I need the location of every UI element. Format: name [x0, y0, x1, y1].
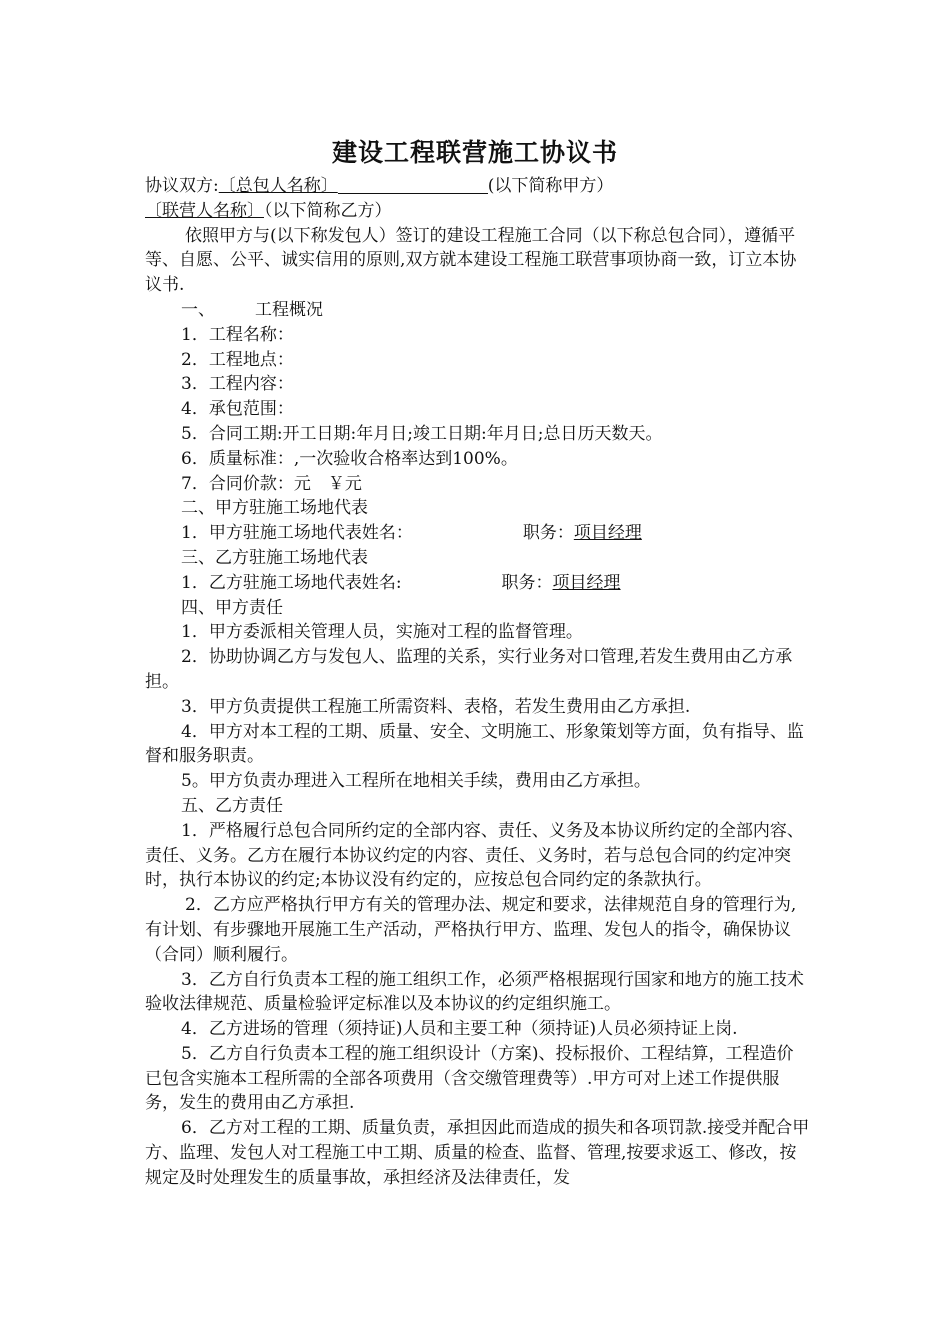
- section-heading-2: 二、甲方驻施工场地代表: [181, 498, 368, 519]
- list-item: 5．乙方自行负责本工程的施工组织设计（方案)、投标报价、工程结算，工程造价已包含实施本工程所需的全部各项费用（含交缴管理费等）.甲方可对上述工作提供服务，发生的费用由乙方承担.: [145, 1043, 794, 1114]
- list-item: 1．严格履行总包合同所约定的全部内容、责任、义务及本协议所约定的全部内容、责任、义务。乙方在履行本协议约定的内容、责任、义务时，若与总包合同的约定冲突时，执行本协议的约定;本协议没有约定的，应按总包合同约定的条款执行。: [145, 820, 804, 891]
- section-heading-5: 五、乙方责任: [181, 795, 283, 816]
- list-item: 6．乙方对工程的工期、质量负责，承担因此而造成的损失和各项罚款.接受并配合甲方、监理、发包人对工程施工中工期、质量的检查、监督、管理,按要求返工、修改，按规定及时处理发生的质量事故，承担经济及法律责任，发: [145, 1118, 810, 1188]
- list-item: 4．甲方对本工程的工期、质量、安全、文明施工、形象策划等方面，负有指导、监督和服务职责。: [145, 721, 804, 767]
- rep-position-label: 职务：: [501, 572, 553, 593]
- rep-position-label: 职务：: [522, 523, 574, 544]
- section-heading-1: [145, 298, 810, 323]
- party-b-suffix: （以下简称乙方）: [264, 200, 392, 221]
- list-item: 4．承包范围：: [181, 399, 294, 420]
- list-item: 3．乙方自行负责本工程的施工组织工作，必须严格根据现行国家和地方的施工技术验收法律规范、质量检验评定标准以及本协议的约定组织施工。: [145, 969, 804, 1015]
- section-heading-3: 三、乙方驻施工场地代表: [181, 547, 368, 568]
- rep-position-value: 项目经理: [573, 523, 642, 544]
- rep-name-label: 1．甲方驻施工场地代表姓名：: [181, 523, 413, 544]
- parties-line-a: [145, 174, 810, 199]
- list-item: 4．乙方进场的管理（须持证)人员和主要工种（须持证)人员必须持证上岗.: [181, 1019, 738, 1040]
- list-item: 2．乙方应严格执行甲方有关的管理办法、规定和要求，法律规范自身的管理行为,有计划、有步骤地开展施工生产活动，严格执行甲方、监理、发包人的指令，确保协议（合同）顺利履行。: [145, 895, 797, 965]
- list-item: 1．甲方委派相关管理人员，实施对工程的监督管理。: [181, 622, 583, 643]
- list-item: 5。甲方负责办理进入工程所在地相关手续，费用由乙方承担。: [181, 771, 651, 792]
- party-a-blank: [338, 176, 488, 194]
- party-a-representative-line: [145, 521, 810, 546]
- parties-label: 协议双方:: [145, 176, 219, 196]
- list-item: 3．甲方负责提供工程施工所需资料、表格，若发生费用由乙方承担.: [181, 696, 691, 717]
- party-b-representative-line: [145, 571, 810, 596]
- rep-position-value: 项目经理: [552, 572, 621, 593]
- list-item: 5．合同工期:开工日期:年月日;竣工日期:年月日;总日历天数天。: [181, 423, 663, 444]
- document-title: 建设工程联营施工协议书: [331, 138, 618, 167]
- list-item: 6．质量标准：,一次验收合格率达到100%。: [181, 448, 518, 469]
- list-item: 3．工程内容：: [181, 374, 294, 395]
- section-1-title: 工程概况: [255, 299, 323, 320]
- intro-paragraph: 依照甲方与(以下称发包人）签订的建设工程施工合同（以下称总包合同），遵循平等、自愿、公平、诚实信用的原则,双方就本建设工程施工联营事项协商一致，订立本协议书.: [145, 225, 797, 296]
- list-item: 7．合同价款：元 ￥元: [181, 473, 362, 494]
- party-a-name-field: 〔总包人名称〕: [218, 176, 338, 196]
- list-item: 1．工程名称：: [181, 324, 294, 345]
- party-a-suffix: (以下简称甲方）: [487, 176, 614, 196]
- section-heading-4: 四、甲方责任: [181, 597, 283, 618]
- section-1-number: 一、: [181, 299, 215, 320]
- list-item: 2．协助协调乙方与发包人、监理的关系，实行业务对口管理,若发生费用由乙方承担。: [145, 647, 793, 692]
- document-body: [145, 174, 810, 1191]
- party-b-name-field: 〔联营人名称〕: [145, 200, 264, 221]
- parties-line-b: [145, 199, 810, 224]
- list-item: 2．工程地点：: [181, 349, 294, 370]
- rep-name-label: 1．乙方驻施工场地代表姓名:: [181, 572, 402, 593]
